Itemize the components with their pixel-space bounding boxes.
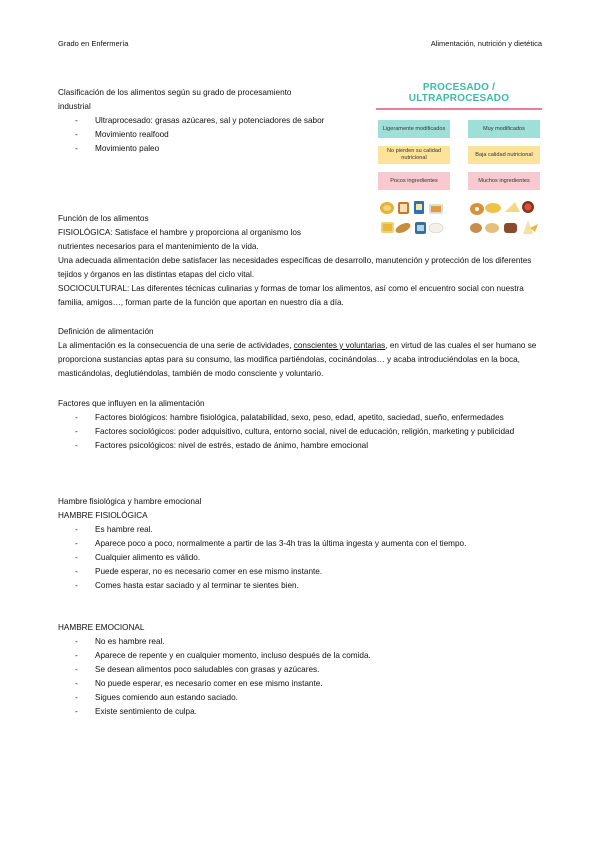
clasificacion-section bbox=[58, 86, 358, 156]
funcion-p2: Una adecuada alimentación debe satisfacer las necesidades específicas de desarrollo, manutención y protección de los diferentes tejidos y órganos en las distintas etapas del ciclo vital. bbox=[58, 256, 532, 279]
factores-section bbox=[58, 397, 542, 453]
factores-list bbox=[58, 411, 542, 453]
list-item: - Es hambre real. bbox=[58, 523, 542, 537]
list-item: - Existe sentimiento de culpa. bbox=[58, 705, 542, 719]
infographic-tag-right: Muy modificados bbox=[468, 120, 540, 138]
list-item: - Puede esperar, no es necesario comer en ese mismo instante. bbox=[58, 565, 542, 579]
infographic-row bbox=[374, 146, 544, 164]
list-item: - Factores sociológicos: poder adquisitivo, cultura, entorno social, nivel de educación, religión, marketing y publicidad bbox=[58, 425, 542, 439]
infographic-tag-right: Baja calidad nutricional bbox=[468, 146, 540, 164]
infographic-row bbox=[374, 172, 544, 190]
funcion-title: Función de los alimentos bbox=[58, 214, 149, 223]
definicion-text bbox=[58, 339, 542, 381]
definicion-text-a: La alimentación es la consecuencia de una serie de actividades, bbox=[58, 341, 294, 350]
hambre-emo-title: HAMBRE EMOCIONAL bbox=[58, 623, 145, 632]
infographic-title: PROCESADO / ULTRAPROCESADO bbox=[408, 82, 510, 104]
infographic-tag-right: Muchos ingredientes bbox=[468, 172, 540, 190]
definicion-section bbox=[58, 325, 542, 381]
list-item: - Cualquier alimento es válido. bbox=[58, 551, 542, 565]
header-right: Alimentación, nutrición y dietética bbox=[430, 39, 542, 48]
hambre-fisio-list bbox=[58, 523, 542, 593]
clasificacion-list bbox=[58, 114, 358, 156]
list-item: - Movimiento paleo bbox=[58, 142, 358, 156]
list-item: - Aparece de repente y en cualquier momento, incluso después de la comida. bbox=[58, 649, 542, 663]
infographic-divider bbox=[376, 108, 542, 110]
funcion-p1-line1: FISIOLÓGICA: Satisface el hambre y proporciona al organismo los bbox=[58, 228, 302, 237]
infographic-tag-left: Pocos ingredientes bbox=[378, 172, 450, 190]
hambre-title: Hambre fisiológica y hambre emocional bbox=[58, 497, 202, 506]
hambre-emo-list bbox=[58, 635, 542, 719]
list-item: - Aparece poco a poco, normalmente a partir de las 3-4h tras la última ingesta y aumenta con el tiempo. bbox=[58, 537, 542, 551]
list-item: - No es hambre real. bbox=[58, 635, 542, 649]
definicion-text-b: , en virtud de las cuales el ser humano se proporciona sustancias aptas para su consumo, las modifica partiéndolas, cocinándolas… y acaba introduciéndolas en la boca, masticándolas, deglutiéndolas, también de modo consciente y voluntario. bbox=[58, 341, 537, 378]
funcion-section bbox=[58, 212, 542, 310]
list-item: - Factores psicológicos: nivel de estrés, estado de ánimo, hambre emocional bbox=[58, 439, 542, 453]
list-item: - No puede esperar, es necesario comer en ese mismo instante. bbox=[58, 677, 542, 691]
hambre-section bbox=[58, 495, 542, 593]
infographic-tag-left: Ligeramente modificados bbox=[378, 120, 450, 138]
clasificacion-title-line2: industrial bbox=[58, 102, 91, 111]
hambre-emocional-section bbox=[58, 621, 542, 719]
list-item: - Comes hasta estar saciado y al terminar te sientes bien. bbox=[58, 579, 542, 593]
funcion-p1-line2: nutrientes necesarios para el mantenimiento de la vida. bbox=[58, 242, 259, 251]
list-item: - Sigues comiendo aun estando saciado. bbox=[58, 691, 542, 705]
list-item: - Factores biológicos: hambre fisiológica, palatabilidad, sexo, peso, edad, apetito, saciedad, sueño, enfermedades bbox=[58, 411, 542, 425]
list-item: - Se desean alimentos poco saludables con grasas y azúcares. bbox=[58, 663, 542, 677]
infographic-tag-left: No pierden su calidad nutricional bbox=[378, 146, 450, 164]
definicion-title: Definición de alimentación bbox=[58, 327, 154, 336]
header-left: Grado en Enfermería bbox=[58, 39, 129, 48]
list-item: - Ultraprocesado: grasas azúcares, sal y potenciadores de sabor bbox=[58, 114, 358, 128]
factores-title: Factores que influyen en la alimentación bbox=[58, 399, 205, 408]
hambre-fisio-title: HAMBRE FISIOLÓGICA bbox=[58, 511, 148, 520]
clasificacion-title-line1: Clasificación de los alimentos según su grado de procesamiento bbox=[58, 88, 292, 97]
infographic-row bbox=[374, 120, 544, 138]
list-item: - Movimiento realfood bbox=[58, 128, 358, 142]
funcion-p3: SOCIOCULTURAL: Las diferentes técnicas culinarias y formas de tomar los alimentos, así como el encuentro social con nuestra familia, amigos…, forman parte de la función que aportan en nuestro día a día. bbox=[58, 284, 524, 307]
definicion-text-underlined: conscientes y voluntarias bbox=[293, 341, 386, 350]
